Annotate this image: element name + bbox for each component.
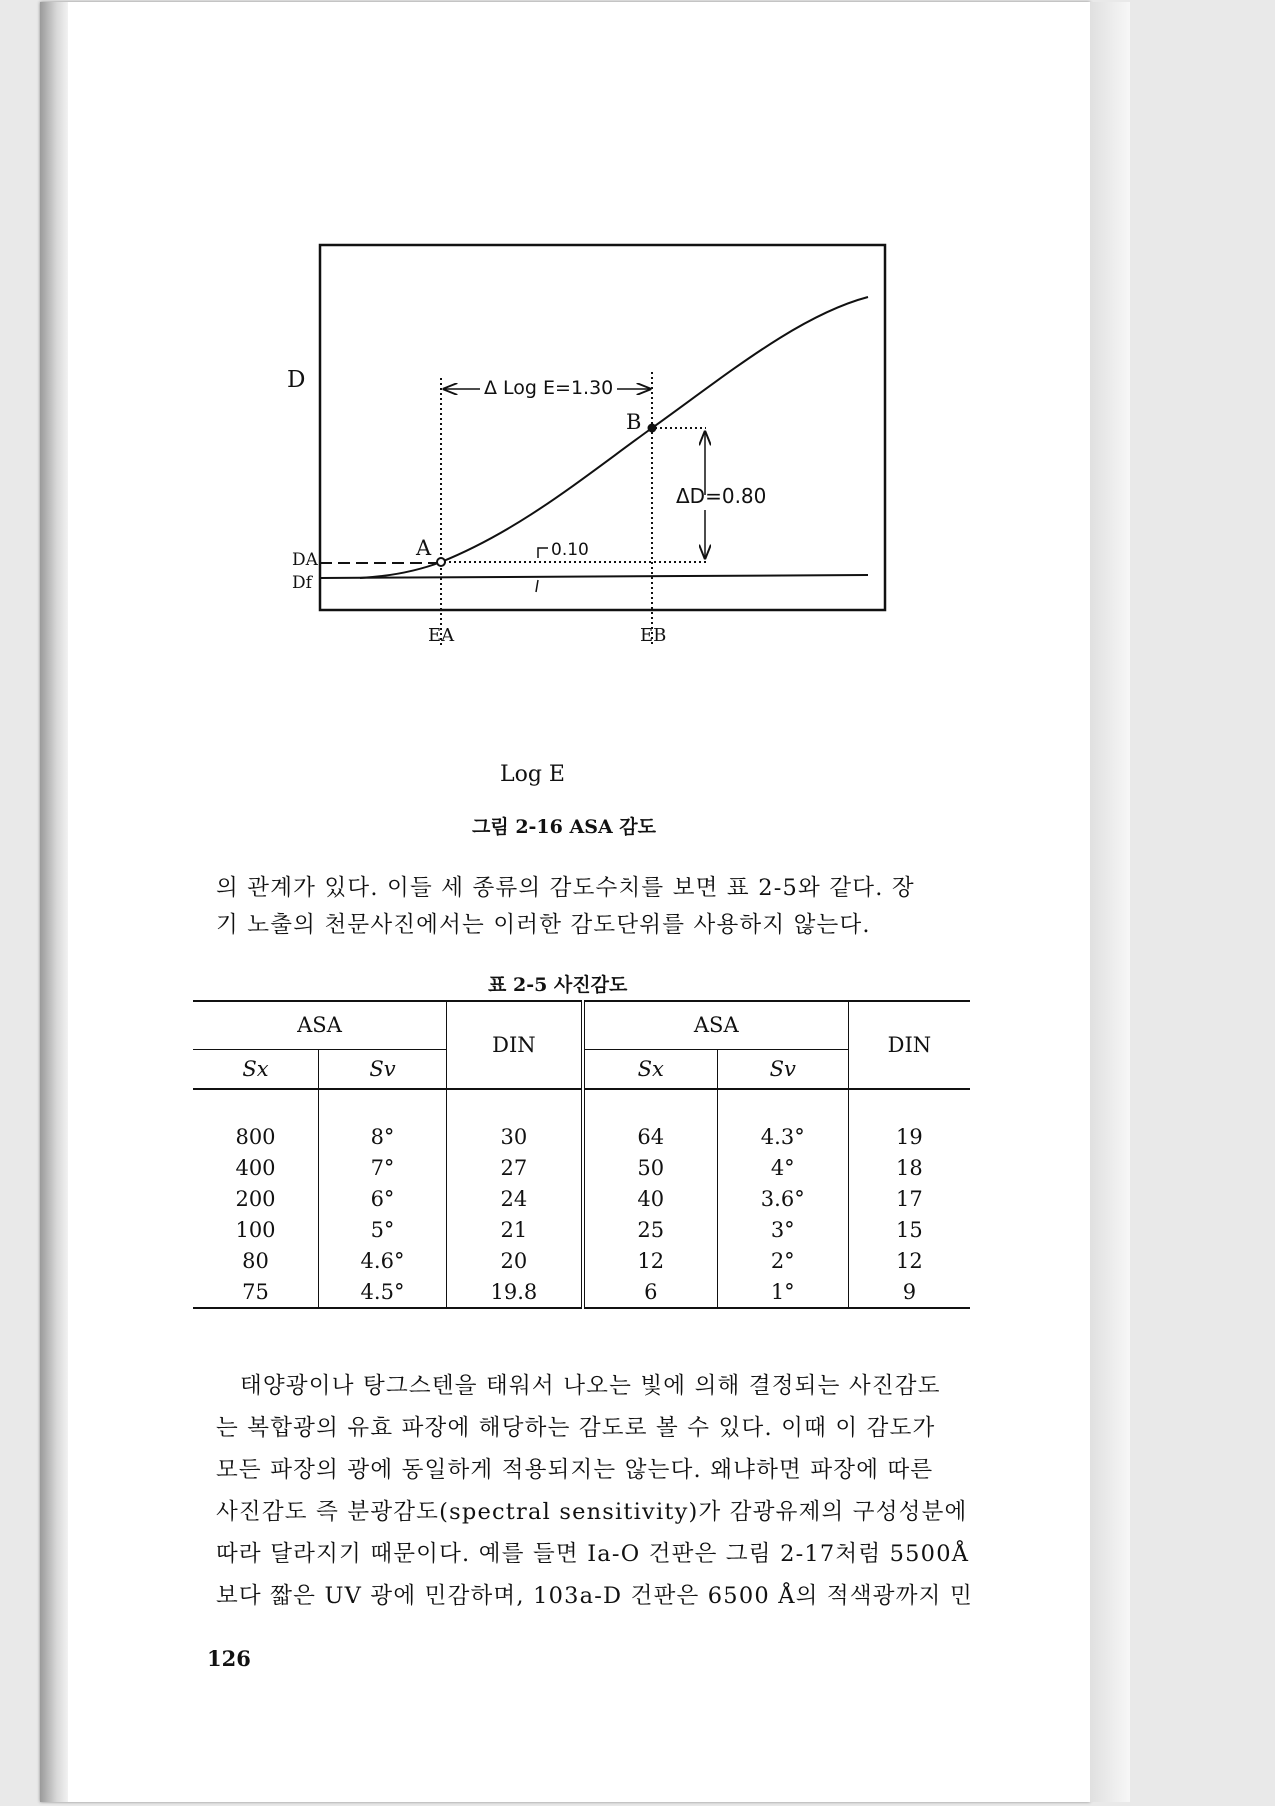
table-row: 400 7° 27 50 4° 18 [193, 1152, 970, 1183]
offset-tick [538, 548, 548, 558]
x-axis-label: Log E [500, 762, 565, 787]
paragraph-line: 모든 파장의 광에 동일하게 적용되지는 않는다. 왜냐하면 파장에 따른 [216, 1457, 934, 1483]
header-din-2: DIN [848, 1001, 970, 1089]
table-row: 800 8° 30 64 4.3° 19 [193, 1121, 970, 1152]
header-asa-2: ASA [583, 1001, 849, 1049]
delta-log-e-label: Δ Log E=1.30 [484, 377, 614, 399]
asa-sensitivity-figure [0, 0, 1275, 800]
characteristic-curve [360, 297, 868, 578]
paragraph-line: 사진감도 즉 분광감도(spectral sensitivity)가 감광유제의 구성성분에 [216, 1499, 968, 1525]
y-axis-label: D [287, 367, 306, 393]
header-sv-2: Sv [717, 1049, 848, 1089]
point-a-marker [437, 558, 445, 566]
point-a-label: A [416, 536, 432, 560]
header-asa: ASA [193, 1001, 447, 1049]
ea-label: EA [428, 625, 455, 646]
offset-label: 0.10 [551, 540, 589, 560]
paragraph-line: 보다 짧은 UV 광에 민감하며, 103a-D 건판은 6500 Å의 적색광까지 민 [216, 1583, 973, 1609]
paragraph-line: 의 관계가 있다. 이들 세 종류의 감도수치를 보면 표 2-5와 같다. 장 [216, 875, 915, 901]
page-number: 126 [207, 1646, 251, 1671]
paragraph-line: 따라 달라지기 때문이다. 예를 들면 Ia-O 건판은 그림 2-17처럼 5500Å [216, 1541, 970, 1567]
table-row: 75 4.5° 19.8 6 1° 9 [193, 1276, 970, 1308]
sensitivity-table [193, 1000, 970, 1309]
delta-d-label: ΔD=0.80 [676, 484, 767, 508]
offset-tick-low [536, 580, 538, 592]
header-sx: Sx [242, 1056, 269, 1081]
table-row: 80 4.6° 20 12 2° 12 [193, 1245, 970, 1276]
figure-caption: 그림 2-16 ASA 감도 [472, 816, 657, 838]
table-row: 100 5° 21 25 3° 15 [193, 1214, 970, 1245]
table-caption: 표 2-5 사진감도 [488, 974, 628, 996]
figure-frame [320, 245, 885, 610]
df-label: Df [292, 573, 312, 593]
da-label: DA [292, 550, 318, 570]
header-sx-2: Sx [583, 1049, 718, 1089]
header-sv: Sv [319, 1049, 447, 1089]
paragraph-line: 기 노출의 천문사진에서는 이러한 감도단위를 사용하지 않는다. [216, 912, 871, 938]
point-b-marker [648, 424, 657, 433]
base-fog-line [320, 575, 868, 578]
paragraph-line: 태양광이나 탕그스텐을 태워서 나오는 빛에 의해 결정되는 사진감도 [240, 1373, 941, 1399]
point-b-label: B [626, 410, 642, 434]
table-row: 200 6° 24 40 3.6° 17 [193, 1183, 970, 1214]
header-din: DIN [447, 1001, 583, 1089]
paragraph-line: 는 복합광의 유효 파장에 해당하는 감도로 볼 수 있다. 이때 이 감도가 [216, 1415, 936, 1441]
eb-label: EB [640, 625, 667, 646]
